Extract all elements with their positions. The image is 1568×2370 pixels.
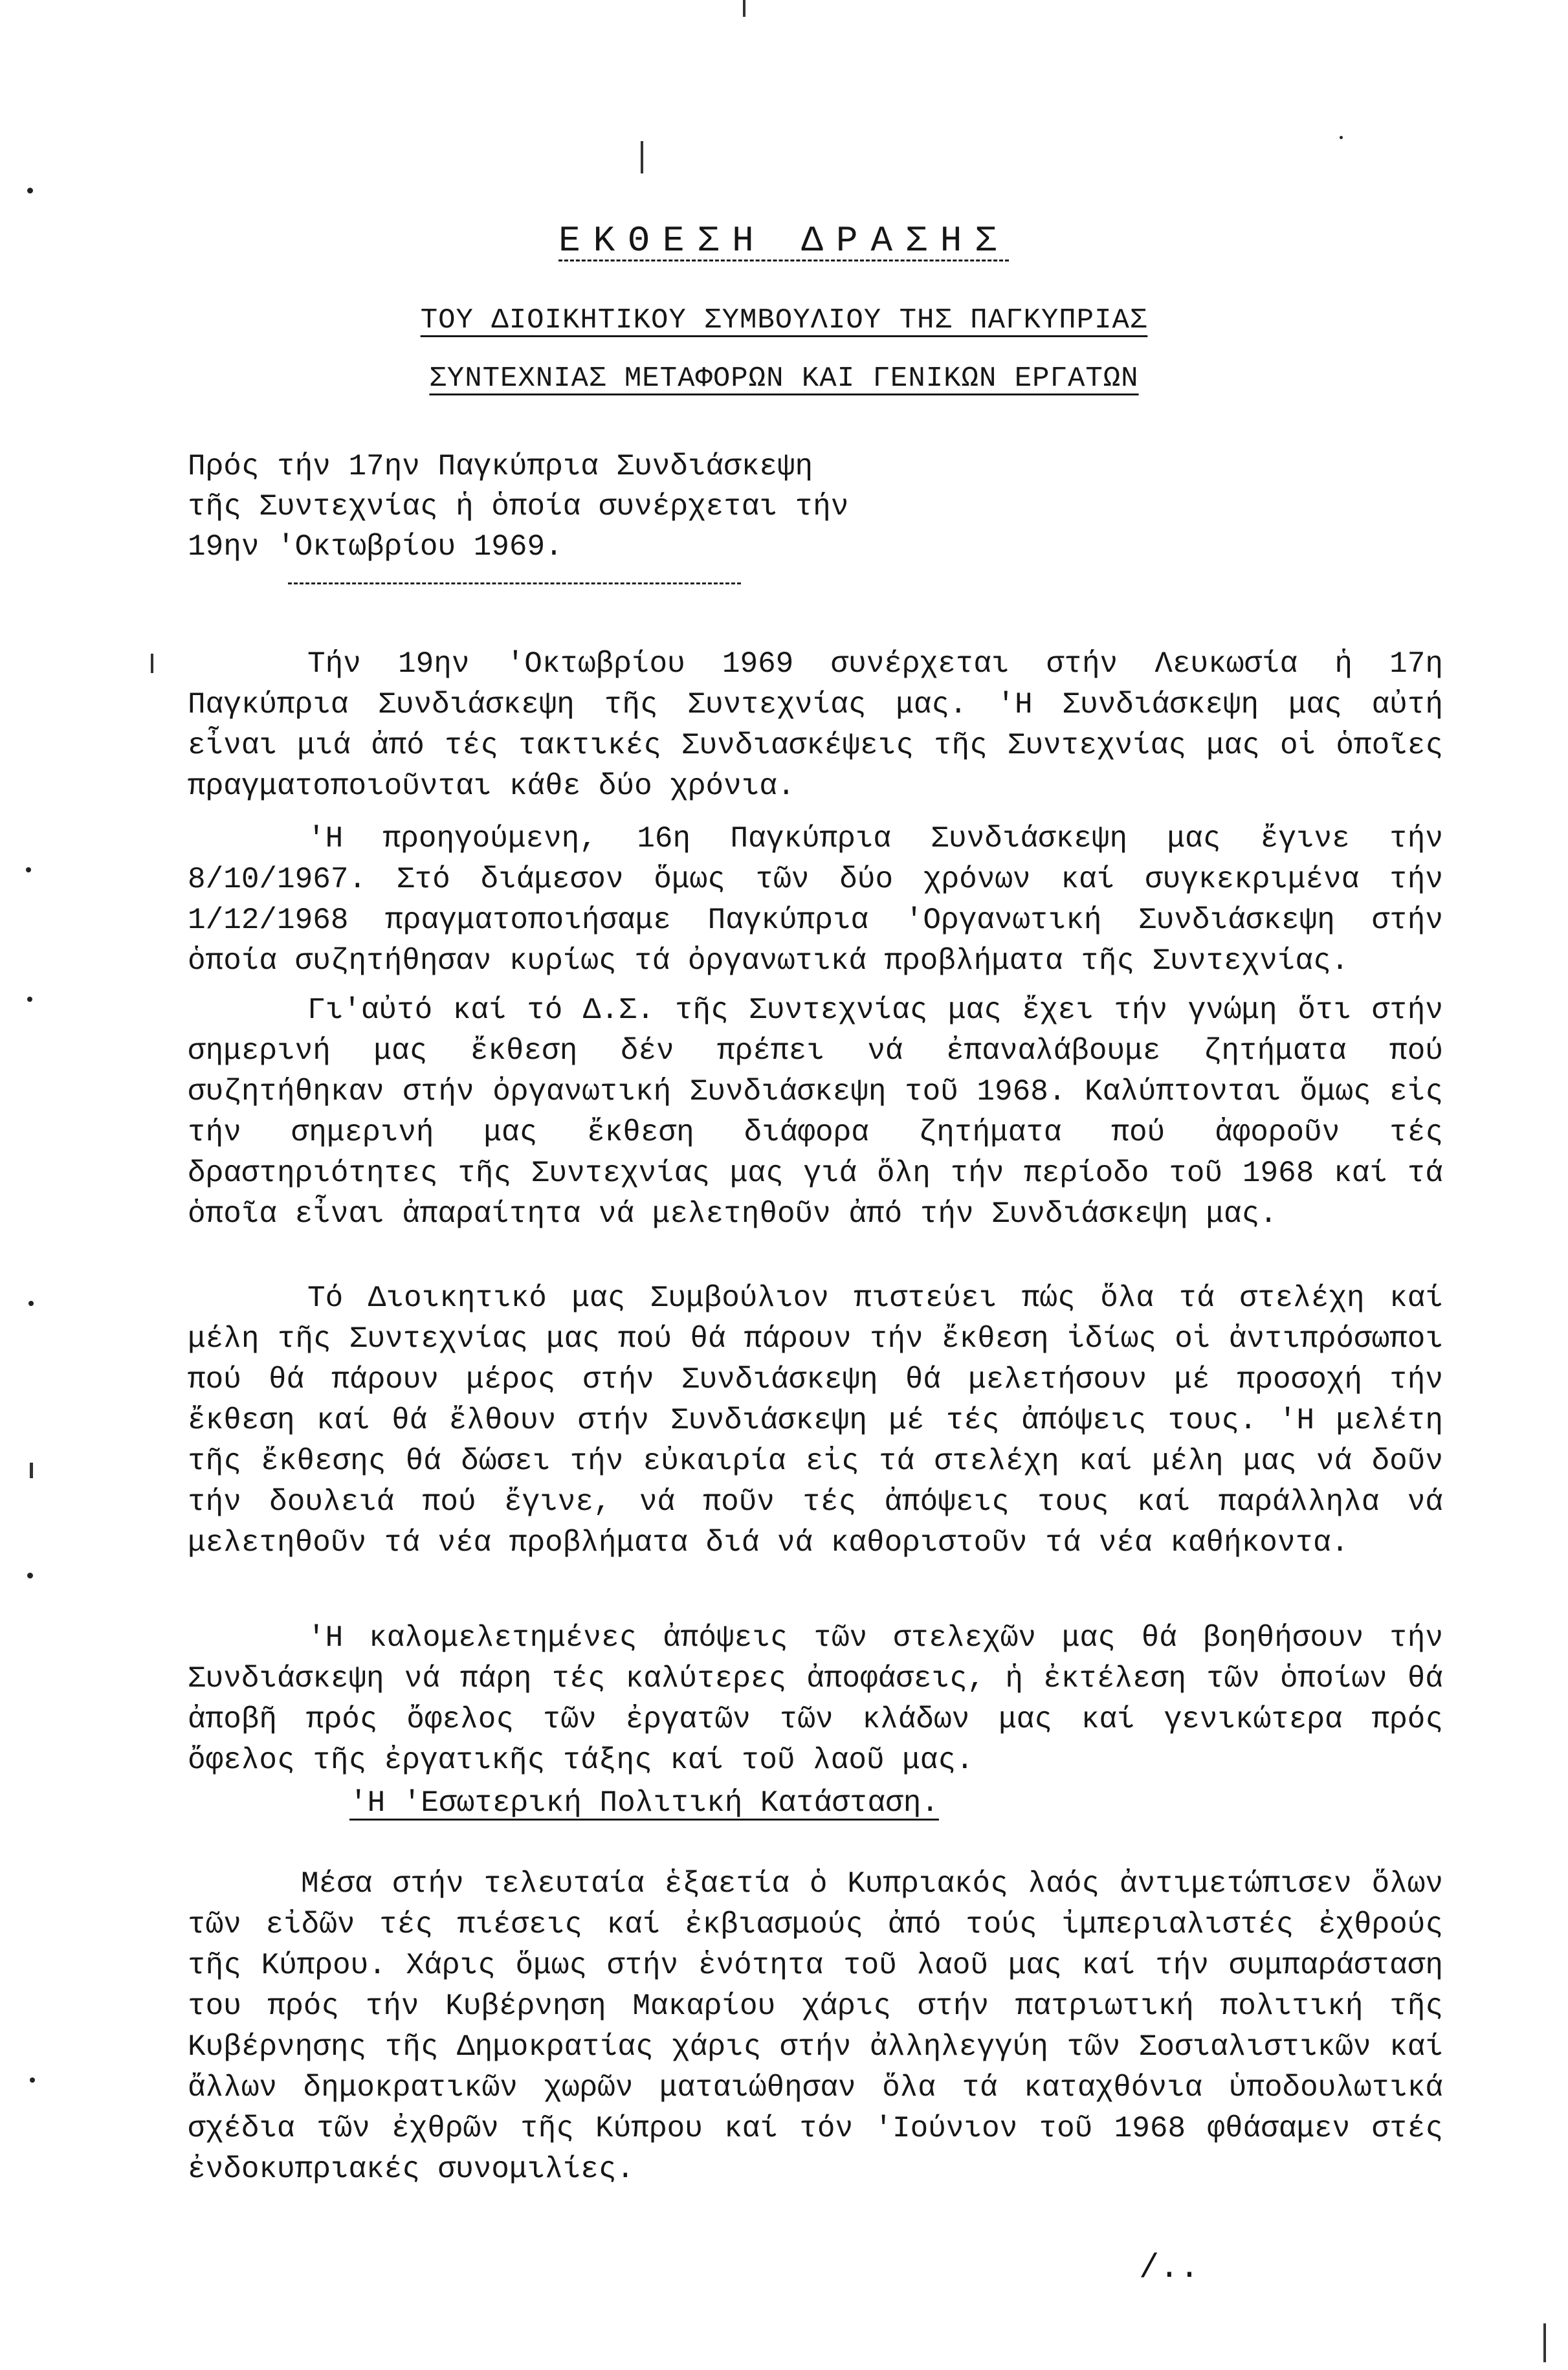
continuation-mark: /.. <box>1139 2249 1200 2287</box>
divider-rule <box>288 582 741 584</box>
scan-speck <box>27 997 32 1002</box>
scan-mark <box>30 1463 33 1478</box>
addressee-block: Πρός τήν 17ην Παγκύπρια Συνδιάσκεψη τῆς Συντεχνίας ἡ ὁποία συνέρχεται τήν 19ην 'Οκτωβρίου 1969. <box>188 450 849 564</box>
scan-speck <box>28 1301 34 1306</box>
document-subtitle-line2: ΣΥΝΤΕΧΝΙΑΣ ΜΕΤΑΦΟΡΩΝ ΚΑΙ ΓΕΝΙΚΩΝ ΕΡΓΑΤΩΝ <box>429 362 1139 395</box>
document-subtitle-line1: ΤΟΥ ΔΙΟΙΚΗΤΙΚΟΥ ΣΥΜΒΟΥΛΙΟΥ ΤΗΣ ΠΑΓΚΥΠΡΙΑΣ <box>420 304 1148 337</box>
scan-speck <box>30 2077 35 2083</box>
scan-mark <box>641 141 643 173</box>
scan-speck <box>27 1573 33 1578</box>
scan-mark <box>151 654 153 673</box>
scan-speck <box>27 188 33 194</box>
scan-speck <box>26 867 31 872</box>
paragraph-board-belief: Τό Διοικητικό μας Συμβούλιον πιστεύει πώς ὅλα τά στελέχη καί μέλη τῆς Συντεχνίας μας πού θά πάρουν τήν ἔκθεση ἰδίως οἱ ἀντιπρόσωποι πού θά πάρουν μέρος στήν Συνδιάσκεψη θά μελετήσουν μέ προσοχή τήν ἔκθεση καί θά ἔλθουν στήν Συνδιάσκεψη μέ τές ἀπόψεις τους. 'Η μελέτη τῆς ἔκθεσης θά δώσει τήν εὐκαιρία εἰς τά στελέχη καί μέλη μας νά δοῦν τήν δουλειά πού ἔγινε, νά ποῦν τές ἀπόψεις τους καί παράλληλα νά μελετηθοῦν τά νέα προβλήματα διά νά καθοριστοῦν τά νέα καθήκοντα. <box>188 1281 1443 1560</box>
paragraph-cadre-views: 'Η καλομελετημένες ἀπόψεις τῶν στελεχῶν μας θά βοηθήσουν τήν Συνδιάσκεψη νά πάρη τές καλύτερες ἀποφάσεις, ἡ ἐκτέλεση τῶν ὁποίων θά ἀποβῆ πρός ὄφελος τῶν ἐργατῶν τῶν κλάδων μας καί γενικώτερα πρός ὄφελος τῆς ἐργατικῆς τάξης καί τοῦ λαοῦ μας. <box>188 1621 1443 1777</box>
paragraph-previous-conference: 'Η προηγούμενη, 16η Παγκύπρια Συνδιάσκεψη μας ἔγινε τήν 8/10/1967. Στό διάμεσον ὅμως τῶν δύο χρόνων καί συγκεκριμένα τήν 1/12/1968 πραγματοποιήσαμε Παγκύπρια 'Οργανωτική Συνδιάσκεψη στήν ὁποία συζητήθησαν κυρίως τά ὀργανωτικά προβλήματα τῆς Συντεχνίας. <box>188 822 1443 978</box>
scan-mark <box>743 0 745 17</box>
paragraph-internal-politics: Μέσα στήν τελευταία ἑξαετία ὁ Κυπριακός λαός ἀντιμετώπισεν ὅλων τῶν εἰδῶν τές πιέσεις καί ἐκβιασμούς ἀπό τούς ἰμπεριαλιστές ἐχθρούς τῆς Κύπρου. Χάρις ὅμως στήν ἑνότητα τοῦ λαοῦ μας καί τήν συμπαράσταση του πρός τήν Κυβέρνηση Μακαρίου χάρις στήν πατριωτική πολιτική τῆς Κυβέρνησης τῆς Δημοκρατίας χάρις στήν ἀλληλεγγύη τῶν Σοσιαλιστικῶν καί ἄλλων δημοκρατικῶν χωρῶν ματαιώθησαν ὅλα τά καταχθόνια ὑποδουλωτικά σχέδια τῶν ἐχθρῶν τῆς Κύπρου καί τόν 'Ιούνιον τοῦ 1968 φθάσαμεν στές ἐνδοκυπριακές συνομιλίες. <box>188 1867 1443 2186</box>
scan-speck <box>1340 136 1343 139</box>
paragraph-report-scope: Γι'αὐτό καί τό Δ.Σ. τῆς Συντεχνίας μας ἔχει τήν γνώμη ὅτι στήν σημερινή μας ἔκθεση δέν πρέπει νά ἐπαναλάβουμε ζητήματα πού συζητήθηκαν στήν ὀργανωτική Συνδιάσκεψη τοῦ 1968. Καλύπτονται ὅμως εἰς τήν σημερινή μας ἔκθεση διάφορα ζητήματα πού ἀφοροῦν τές δραστηριότητες τῆς Συντεχνίας μας γιά ὅλη τήν περίοδο τοῦ 1968 καί τά ὁποῖα εἶναι ἀπαραίτητα νά μελετηθοῦν ἀπό τήν Συνδιάσκεψη μας. <box>188 993 1443 1231</box>
scan-mark <box>1543 2323 1546 2362</box>
document-title: ΕΚΘΕΣΗ ΔΡΑΣΗΣ <box>558 220 1010 261</box>
section-heading-internal-politics: 'Η 'Εσωτερική Πολιτική Κατάσταση. <box>349 1786 939 1820</box>
paragraph-intro: Τήν 19ην 'Οκτωβρίου 1969 συνέρχεται στήν Λευκωσία ἡ 17η Παγκύπρια Συνδιάσκεψη τῆς Συντεχνίας μας. 'Η Συνδιάσκεψη μας αὐτή εἶναι μιά ἀπό τές τακτικές Συνδιασκέψεις τῆς Συντεχνίας μας οἱ ὁποῖες πραγματοποιοῦνται κάθε δύο χρόνια. <box>188 647 1443 803</box>
